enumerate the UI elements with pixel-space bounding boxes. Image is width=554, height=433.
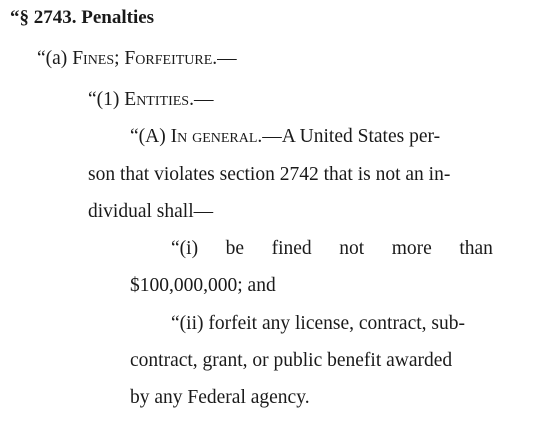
subsection-a-heading <box>37 47 237 71</box>
clause-i-word: than <box>459 238 493 259</box>
clause-i-word: be <box>225 238 245 259</box>
clause-i-line-2: $100,000,000; and <box>130 275 276 296</box>
clause-ii-line-3: by any Federal agency. <box>130 387 310 408</box>
clause-i-word: “(i) <box>171 238 199 259</box>
subparagraph-a-title: In general <box>170 126 258 147</box>
subparagraph-a-prefix: “(A) <box>130 126 171 147</box>
subsection-a-title: Fines; Forfeiture <box>72 48 213 69</box>
paragraph-1-dash: .— <box>189 89 214 110</box>
paragraph-1-heading <box>88 88 213 112</box>
clause-ii-line-2: contract, grant, or public benefit awarded <box>130 350 453 371</box>
clause-i-word: not <box>339 238 365 259</box>
subparagraph-a-line-3: dividual shall— <box>88 201 214 222</box>
subparagraph-a-lead: .—A United States per- <box>257 126 441 147</box>
subparagraph-a-line-1 <box>130 125 440 149</box>
section-heading: “§ 2743. Penalties <box>10 7 155 28</box>
subsection-a-prefix: “(a) <box>37 48 73 69</box>
subsection-a-dash: .— <box>212 48 237 69</box>
clause-i-word: fined <box>271 238 312 259</box>
subparagraph-a-line-2: son that violates section 2742 that is not an in- <box>88 164 451 185</box>
paragraph-1-title: Entities <box>124 89 190 110</box>
clause-i-line-1 <box>171 237 493 261</box>
clause-i-word: more <box>391 238 432 259</box>
paragraph-1-prefix: “(1) <box>88 89 125 110</box>
clause-ii-line-1: “(ii) forfeit any license, contract, sub- <box>171 313 465 334</box>
